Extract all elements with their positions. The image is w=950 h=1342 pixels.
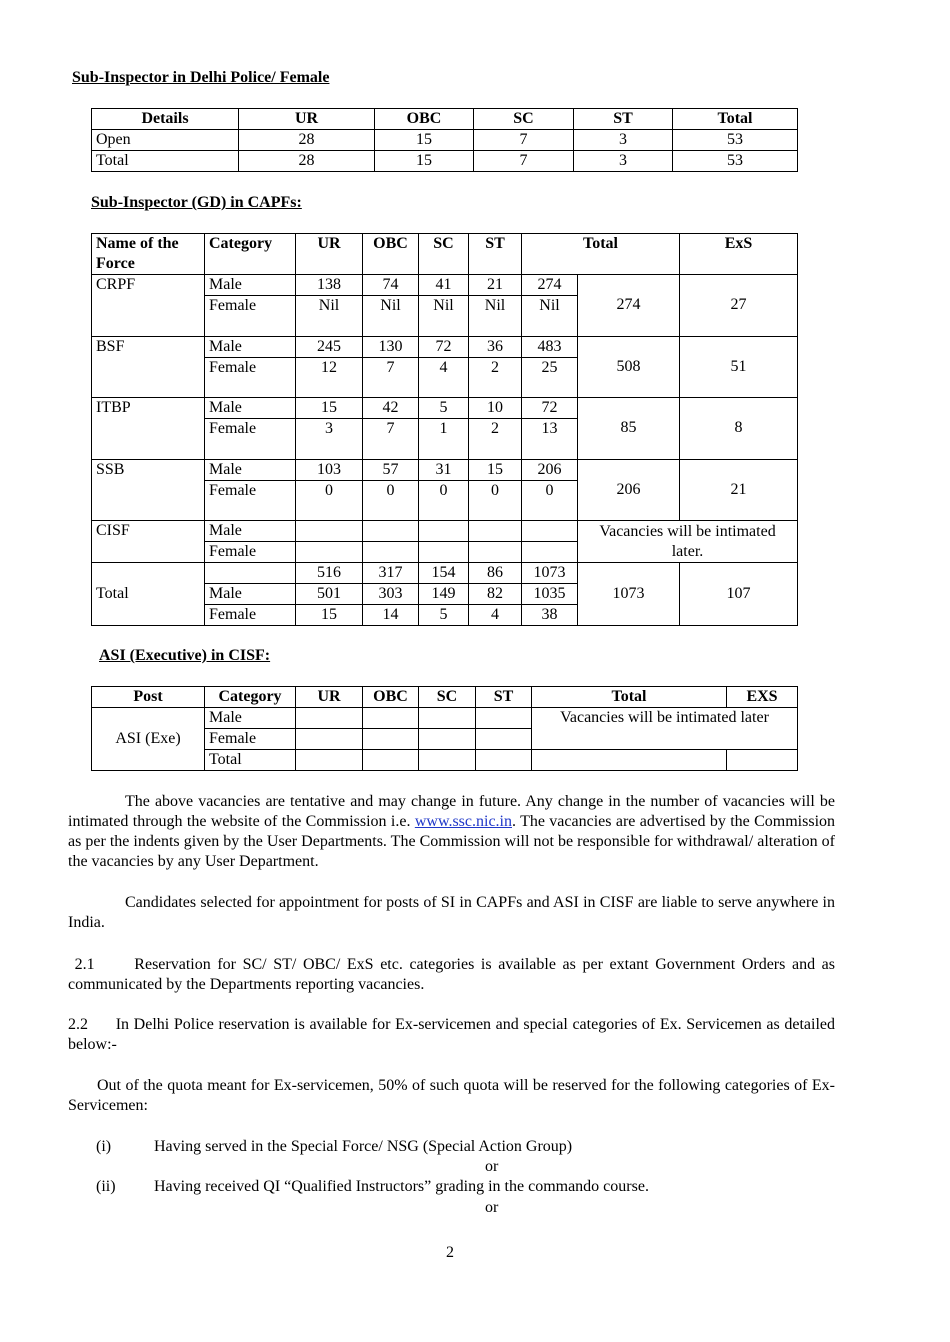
cell: 13 bbox=[522, 419, 578, 440]
header-st: ST bbox=[469, 234, 522, 275]
delhi-female-heading: Sub-Inspector in Delhi Police/ Female bbox=[72, 69, 330, 86]
cell bbox=[363, 439, 419, 459]
cell: 3 bbox=[574, 130, 673, 151]
cell: 36 bbox=[469, 336, 522, 357]
cell bbox=[363, 378, 419, 398]
header-details: Details bbox=[92, 109, 239, 130]
cell bbox=[205, 439, 296, 459]
header-sc: SC bbox=[419, 687, 476, 708]
cell: 0 bbox=[419, 480, 469, 501]
cell bbox=[522, 501, 578, 521]
cell bbox=[363, 501, 419, 521]
table-row bbox=[92, 521, 798, 542]
cell: 74 bbox=[363, 275, 419, 296]
header-total: Total bbox=[522, 234, 680, 275]
header-exs: ExS bbox=[680, 234, 798, 275]
cell: 1 bbox=[419, 419, 469, 440]
grand-total-label: Total bbox=[92, 563, 205, 626]
cell: 53 bbox=[673, 130, 798, 151]
cell: 28 bbox=[239, 130, 375, 151]
table-header-row bbox=[92, 109, 798, 130]
cell bbox=[469, 521, 522, 542]
table-row bbox=[92, 151, 798, 172]
cell: 149 bbox=[419, 584, 469, 605]
header-ur: UR bbox=[239, 109, 375, 130]
cell bbox=[296, 378, 363, 398]
cell: 2 bbox=[469, 419, 522, 440]
cell bbox=[363, 708, 419, 729]
cell: Male bbox=[205, 708, 296, 729]
cell: Male bbox=[205, 459, 296, 480]
cell: Female bbox=[205, 605, 296, 626]
grand-exs: 107 bbox=[680, 563, 798, 626]
cell: 0 bbox=[469, 480, 522, 501]
cell bbox=[296, 521, 363, 542]
cell: Female bbox=[205, 480, 296, 501]
cell bbox=[296, 316, 363, 336]
cell bbox=[532, 750, 727, 771]
cell: 42 bbox=[363, 398, 419, 419]
header-force: Name of the Force bbox=[92, 234, 205, 275]
force-name: CISF bbox=[92, 521, 205, 563]
capf-heading: Sub-Inspector (GD) in CAPFs: bbox=[91, 194, 302, 211]
cell: 0 bbox=[296, 480, 363, 501]
cell bbox=[522, 521, 578, 542]
cell bbox=[522, 378, 578, 398]
cell: Nil bbox=[363, 296, 419, 317]
header-st: ST bbox=[476, 687, 532, 708]
cell: Male bbox=[205, 521, 296, 542]
cell: 15 bbox=[375, 151, 474, 172]
cell: 15 bbox=[296, 398, 363, 419]
cell bbox=[469, 378, 522, 398]
cell: 7 bbox=[474, 130, 574, 151]
header-post: Post bbox=[92, 687, 205, 708]
force-name: ITBP bbox=[92, 398, 205, 460]
force-name: SSB bbox=[92, 459, 205, 521]
cell: 0 bbox=[363, 480, 419, 501]
header-sc: SC bbox=[419, 234, 469, 275]
table-row bbox=[92, 563, 798, 584]
cell bbox=[469, 439, 522, 459]
cell: 82 bbox=[469, 584, 522, 605]
cell bbox=[419, 316, 469, 336]
table-row bbox=[92, 336, 798, 357]
cell: 138 bbox=[296, 275, 363, 296]
header-st: ST bbox=[574, 109, 673, 130]
posting-paragraph: Candidates selected for appointment for posts of SI in CAPFs and ASI in CISF are liable to serve anywhere in India. bbox=[68, 894, 835, 931]
force-total: 508 bbox=[578, 336, 680, 398]
header-ur: UR bbox=[296, 687, 363, 708]
cell bbox=[469, 316, 522, 336]
cell bbox=[419, 750, 476, 771]
cell: 15 bbox=[469, 459, 522, 480]
asi-post-cell: ASI (Exe) bbox=[92, 708, 205, 771]
capf-table bbox=[91, 233, 798, 626]
cell bbox=[363, 542, 419, 563]
cell bbox=[296, 439, 363, 459]
cell: 2 bbox=[469, 357, 522, 378]
cell: 5 bbox=[419, 398, 469, 419]
header-obc: OBC bbox=[363, 234, 419, 275]
cell: 7 bbox=[363, 419, 419, 440]
header-total: Total bbox=[673, 109, 798, 130]
cell: 12 bbox=[296, 357, 363, 378]
page-number: 2 bbox=[446, 1244, 454, 1261]
cell: Female bbox=[205, 729, 296, 750]
table-header-row bbox=[92, 234, 798, 275]
header-sc: SC bbox=[474, 109, 574, 130]
cell: 7 bbox=[474, 151, 574, 172]
list-number: (ii) bbox=[96, 1178, 116, 1195]
cell bbox=[419, 378, 469, 398]
cell: 103 bbox=[296, 459, 363, 480]
cell: Nil bbox=[522, 296, 578, 317]
cell: Female bbox=[205, 542, 296, 563]
cell: Open bbox=[92, 130, 239, 151]
header-category: Category bbox=[205, 234, 296, 275]
table-row bbox=[92, 398, 798, 419]
delhi-female-table bbox=[91, 108, 798, 172]
cell bbox=[363, 521, 419, 542]
vacancy-text-end: . The vacancies are advertised by the Commission as per the indents given by the User Departments. The Commission will not be responsible for withdrawal/ alteration of the vacancies by any User Department. bbox=[68, 813, 836, 870]
cell: 72 bbox=[419, 336, 469, 357]
cell bbox=[522, 542, 578, 563]
ssc-website-link[interactable]: www.ssc.nic.in bbox=[414, 813, 512, 830]
cell bbox=[522, 439, 578, 459]
cell bbox=[205, 501, 296, 521]
force-total: 274 bbox=[578, 275, 680, 337]
cell bbox=[205, 563, 296, 584]
cell: Total bbox=[92, 151, 239, 172]
vacancy-paragraph bbox=[68, 792, 835, 872]
cell: Male bbox=[205, 398, 296, 419]
cell: 10 bbox=[469, 398, 522, 419]
or-separator: or bbox=[485, 1158, 499, 1175]
asi-vacancy-note: Vacancies will be intimated later bbox=[532, 708, 798, 750]
cell: 57 bbox=[363, 459, 419, 480]
cell: 86 bbox=[469, 563, 522, 584]
cell: 206 bbox=[522, 459, 578, 480]
force-total: 206 bbox=[578, 459, 680, 521]
cell: Female bbox=[205, 296, 296, 317]
cell: 7 bbox=[363, 357, 419, 378]
cell: 41 bbox=[419, 275, 469, 296]
cell: Female bbox=[205, 357, 296, 378]
cell bbox=[522, 316, 578, 336]
cell: 274 bbox=[522, 275, 578, 296]
cell: 21 bbox=[469, 275, 522, 296]
cell: 516 bbox=[296, 563, 363, 584]
asi-heading: ASI (Executive) in CISF: bbox=[99, 647, 271, 664]
cell: 15 bbox=[296, 605, 363, 626]
cell bbox=[363, 316, 419, 336]
or-separator: or bbox=[485, 1199, 499, 1216]
delhi-reservation-paragraph: 2.2 In Delhi Police reservation is available for Ex-servicemen and special categories of Ex. Servicemen as detailed below:- bbox=[68, 1016, 839, 1053]
force-total: 85 bbox=[578, 398, 680, 460]
cell: 4 bbox=[469, 605, 522, 626]
force-name: CRPF bbox=[92, 275, 205, 337]
cell: 1035 bbox=[522, 584, 578, 605]
cell bbox=[205, 316, 296, 336]
table-row bbox=[92, 459, 798, 480]
cell: 14 bbox=[363, 605, 419, 626]
table-row bbox=[92, 708, 798, 729]
cell bbox=[476, 708, 532, 729]
exservicemen-quota-paragraph: Out of the quota meant for Ex-servicemen, 50% of such quota will be reserved for the following categories of Ex-Servicemen: bbox=[68, 1077, 835, 1114]
cell: Male bbox=[205, 275, 296, 296]
cell bbox=[363, 750, 419, 771]
cell bbox=[419, 542, 469, 563]
cell bbox=[296, 729, 363, 750]
header-category: Category bbox=[205, 687, 296, 708]
cell bbox=[296, 542, 363, 563]
cell: Nil bbox=[469, 296, 522, 317]
grand-total: 1073 bbox=[578, 563, 680, 626]
cell: 130 bbox=[363, 336, 419, 357]
asi-table bbox=[91, 686, 798, 771]
table-row bbox=[92, 130, 798, 151]
header-ur: UR bbox=[296, 234, 363, 275]
cell: 303 bbox=[363, 584, 419, 605]
cell: 28 bbox=[239, 151, 375, 172]
list-item: Having received QI “Qualified Instructors” grading in the commando course. bbox=[154, 1178, 649, 1195]
cell bbox=[296, 501, 363, 521]
cell: 0 bbox=[522, 480, 578, 501]
cell: Total bbox=[205, 750, 296, 771]
cell bbox=[205, 378, 296, 398]
cell: Female bbox=[205, 419, 296, 440]
cell bbox=[363, 729, 419, 750]
cell: 245 bbox=[296, 336, 363, 357]
cell bbox=[469, 542, 522, 563]
cell bbox=[296, 750, 363, 771]
header-obc: OBC bbox=[363, 687, 419, 708]
cell: 38 bbox=[522, 605, 578, 626]
cell: 317 bbox=[363, 563, 419, 584]
cell: 5 bbox=[419, 605, 469, 626]
list-item: Having served in the Special Force/ NSG (Special Action Group) bbox=[154, 1138, 573, 1155]
cell: Male bbox=[205, 336, 296, 357]
cell: 501 bbox=[296, 584, 363, 605]
cell bbox=[469, 501, 522, 521]
cell bbox=[296, 708, 363, 729]
cell: Nil bbox=[296, 296, 363, 317]
cell bbox=[419, 501, 469, 521]
reservation-paragraph: 2.1 Reservation for SC/ ST/ OBC/ ExS etc. categories is available as per extant Government Orders and as communicated by the Departments reporting vacancies. bbox=[68, 956, 840, 993]
cell bbox=[476, 750, 532, 771]
cell: 25 bbox=[522, 357, 578, 378]
cell: 3 bbox=[296, 419, 363, 440]
cisf-vacancy-note: Vacancies will be intimated later. bbox=[578, 521, 798, 563]
cell bbox=[727, 750, 798, 771]
force-exs: 8 bbox=[680, 398, 798, 460]
force-exs: 51 bbox=[680, 336, 798, 398]
cell: 15 bbox=[375, 130, 474, 151]
cell: Male bbox=[205, 584, 296, 605]
list-number: (i) bbox=[96, 1138, 112, 1155]
cell bbox=[476, 729, 532, 750]
cell bbox=[419, 521, 469, 542]
cell: Nil bbox=[419, 296, 469, 317]
table-row bbox=[92, 275, 798, 296]
force-exs: 27 bbox=[680, 275, 798, 337]
cell: 483 bbox=[522, 336, 578, 357]
cell bbox=[419, 439, 469, 459]
cell bbox=[419, 729, 476, 750]
header-total: Total bbox=[532, 687, 727, 708]
header-obc: OBC bbox=[375, 109, 474, 130]
cell: 4 bbox=[419, 357, 469, 378]
force-exs: 21 bbox=[680, 459, 798, 521]
cell: 31 bbox=[419, 459, 469, 480]
cell: 1073 bbox=[522, 563, 578, 584]
force-name: BSF bbox=[92, 336, 205, 398]
cell: 53 bbox=[673, 151, 798, 172]
cell: 3 bbox=[574, 151, 673, 172]
table-header-row bbox=[92, 687, 798, 708]
cell: 154 bbox=[419, 563, 469, 584]
header-exs: EXS bbox=[727, 687, 798, 708]
cell bbox=[419, 708, 476, 729]
cell: 72 bbox=[522, 398, 578, 419]
vacancy-text-start: The above vacancies are tentative and may change in future. Any change in the number of vacancies will be intimated through the website of the Commission i.e. bbox=[68, 793, 835, 830]
